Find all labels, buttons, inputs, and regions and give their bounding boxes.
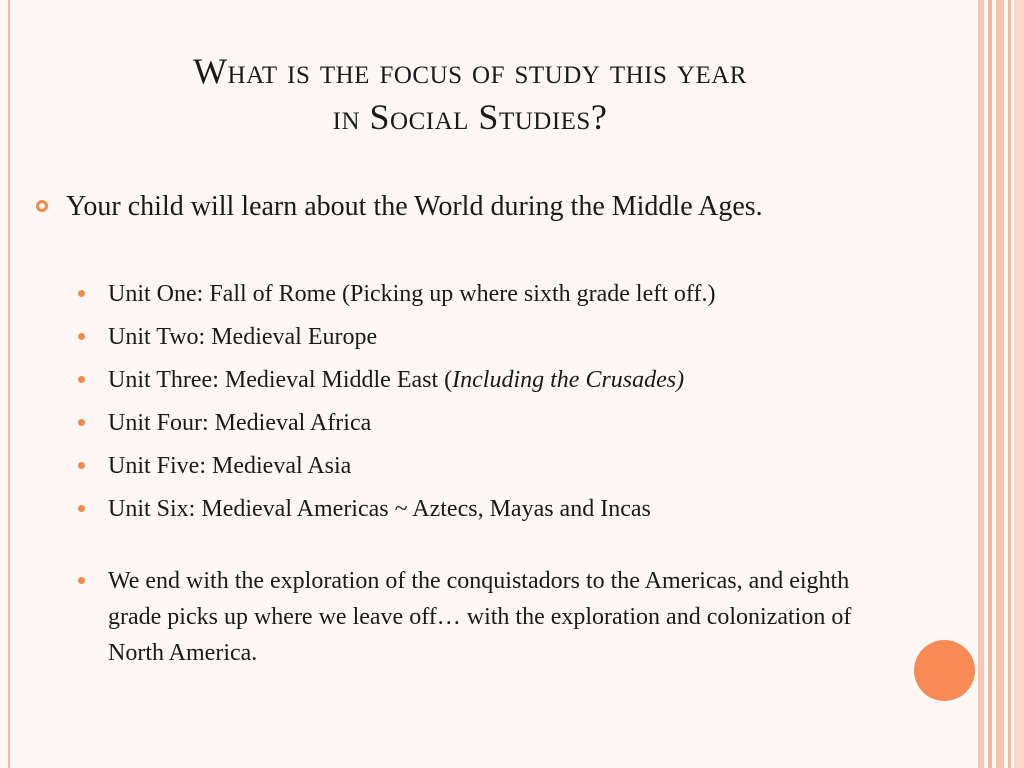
bullet-dot-icon [78,290,85,297]
main-bullet [36,188,856,225]
title-line-2: in Social Studies? [332,97,608,137]
title-line-1: What is the focus of study this year [193,51,747,91]
list-item-unit-six [78,491,888,527]
list-item-unit-four [78,405,888,441]
closing-text: We end with the exploration of the conquistadors to the Americas, and eighth grade picks up where we leave off… with the exploration and colonization of North America. [108,568,852,666]
unit-two-text: Unit Two: Medieval Europe [108,324,378,350]
bullet-dot-icon [78,505,85,512]
decorative-stripe [996,0,1004,768]
unit-six-text: Unit Six: Medieval Americas ~ Aztecs, Mayas and Incas [108,496,651,522]
bullet-dot-icon [78,462,85,469]
list-item-unit-one [78,276,888,312]
main-bullet-text: Your child will learn about the World during the Middle Ages. [66,191,763,222]
left-border-line [8,0,10,768]
decorative-stripe [978,0,984,768]
unit-four-text: Unit Four: Medieval Africa [108,410,372,436]
slide-title [40,48,900,140]
decorative-stripe [988,0,992,768]
bullet-dot-icon [78,577,85,584]
list-item-unit-five [78,448,888,484]
decorative-circle [914,640,975,701]
decorative-stripe [1008,0,1011,768]
decorative-stripe [1014,0,1024,768]
unit-list [78,276,888,678]
list-item-unit-three [78,362,888,398]
bullet-dot-icon [78,376,85,383]
unit-one-text: Unit One: Fall of Rome (Picking up where sixth grade left off.) [108,281,716,307]
bullet-dot-icon [78,419,85,426]
bullet-ring-icon [36,200,48,212]
unit-three-text: Unit Three: Medieval Middle East ( [108,367,453,393]
bullet-dot-icon [78,333,85,340]
list-item-closing [78,563,888,671]
unit-three-italic-text: Including the Crusades) [452,367,685,393]
list-item-unit-two [78,319,888,355]
unit-five-text: Unit Five: Medieval Asia [108,453,352,479]
